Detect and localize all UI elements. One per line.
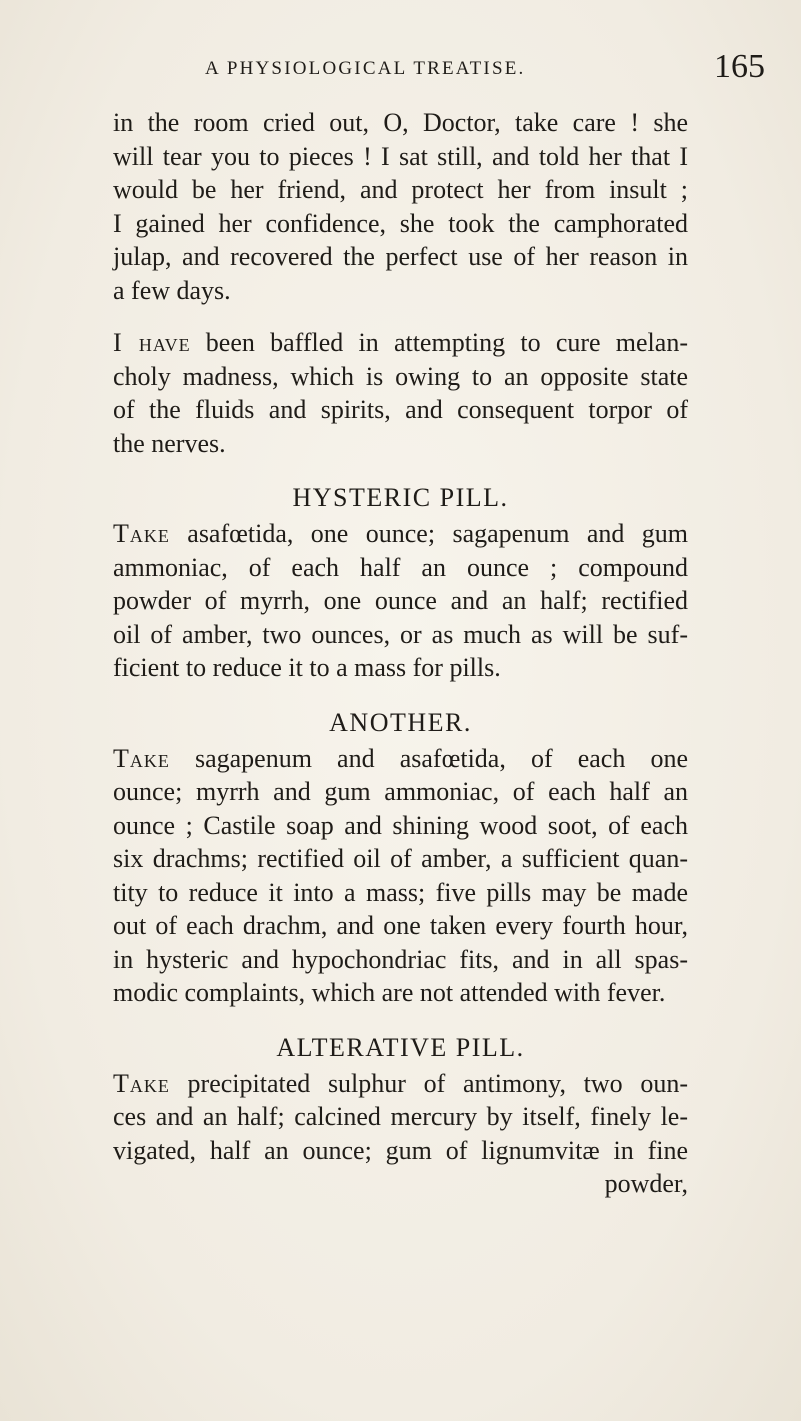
page-number: 165 bbox=[714, 48, 765, 85]
text-line: powder of myrrh, one ounce and an half; rectified bbox=[113, 586, 688, 615]
text-line: a few days. bbox=[113, 275, 231, 305]
body-text bbox=[113, 106, 688, 1201]
paragraph-4 bbox=[113, 742, 688, 1010]
text-line: I gained her confidence, she took the camphorated bbox=[113, 208, 688, 238]
lead-word: Take bbox=[113, 743, 170, 773]
section-heading: HYSTERIC PILL. bbox=[292, 483, 509, 512]
text-line: ficient to reduce it to a mass for pills. bbox=[113, 653, 501, 682]
section-heading: ALTERATIVE PILL. bbox=[276, 1032, 525, 1062]
text-line: the nerves. bbox=[113, 428, 226, 458]
lead-word: Take bbox=[113, 1068, 170, 1098]
paragraph-5 bbox=[113, 1067, 688, 1201]
lead-word: I have bbox=[113, 328, 191, 357]
paragraph-1 bbox=[113, 106, 688, 307]
text-line: ounce; myrrh and gum ammoniac, of each half an bbox=[113, 777, 688, 806]
section-heading: ANOTHER. bbox=[329, 707, 472, 737]
text-line: ces and an half; calcined mercury by itself, finely le- bbox=[113, 1102, 688, 1131]
catchword: powder, bbox=[604, 1169, 688, 1198]
text-line: tity to reduce it into a mass; five pills may be made bbox=[113, 877, 688, 907]
text-line: julap, and recovered the perfect use of her reason in bbox=[113, 242, 688, 271]
paragraph-3 bbox=[113, 517, 688, 685]
text-line: oil of amber, two ounces, or as much as will be suf- bbox=[113, 619, 688, 649]
text-line: Take sagapenum and asafœtida, of each one bbox=[113, 743, 688, 773]
running-head: A PHYSIOLOGICAL TREATISE. bbox=[205, 58, 526, 79]
text-line: of the fluids and spirits, and consequent torpor of bbox=[113, 395, 688, 424]
text-line: ammoniac, of each half an ounce ; compound bbox=[113, 552, 688, 582]
text-line: ounce ; Castile soap and shining wood soot, of each bbox=[113, 810, 688, 840]
text-line: would be her friend, and protect her from insult ; bbox=[113, 175, 688, 204]
text-line: six drachms; rectified oil of amber, a sufficient quan- bbox=[113, 844, 688, 873]
text-line: modic complaints, which are not attended with fever. bbox=[113, 978, 666, 1007]
text-line: Take precipitated sulphur of antimony, two oun- bbox=[113, 1068, 688, 1098]
text-line: vigated, half an ounce; gum of lignumvitæ in fine bbox=[113, 1135, 688, 1165]
paragraph-2 bbox=[113, 326, 688, 460]
text-line: choly madness, which is owing to an opposite state bbox=[113, 361, 688, 391]
text-line: will tear you to pieces ! I sat still, and told her that I bbox=[113, 141, 688, 171]
text-line: I have been baffled in attempting to cure melan- bbox=[113, 328, 688, 357]
text-line: in the room cried out, O, Doctor, take care ! she bbox=[113, 108, 688, 137]
lead-word: Take bbox=[113, 519, 170, 548]
text-line: in hysteric and hypochondriac fits, and in all spas- bbox=[113, 944, 688, 974]
text-line: Take asafœtida, one ounce; sagapenum and gum bbox=[113, 519, 688, 548]
text-line: out of each drachm, and one taken every fourth hour, bbox=[113, 911, 688, 940]
